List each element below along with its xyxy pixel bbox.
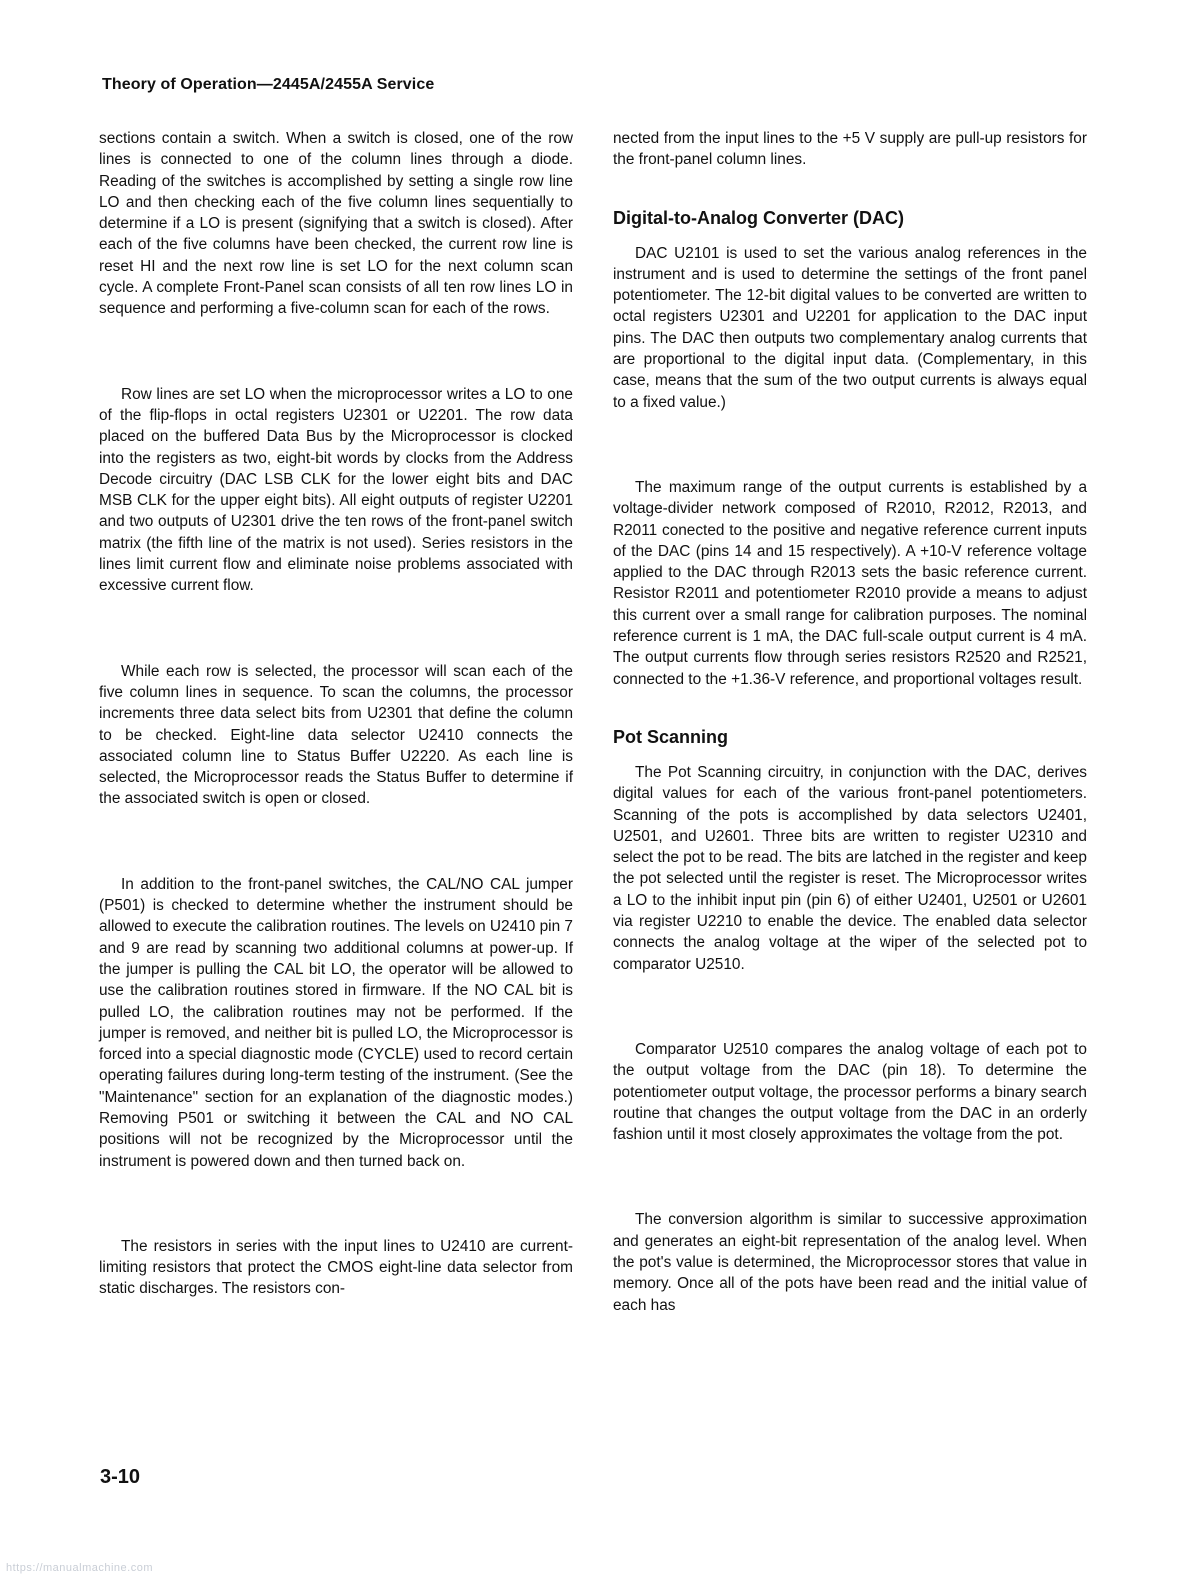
dac-section-heading: Digital-to-Analog Converter (DAC) <box>613 207 904 228</box>
pot-scanning-heading: Pot Scanning <box>613 726 729 747</box>
paragraph-conversion-algorithm: The conversion algorithm is similar to successive approximation and generates an eight-bit representation of the analog level. When the pot's value is determined, the Microprocessor stores that value in memory. Once all of the pots have been read and the initial value of each has <box>613 1211 1087 1314</box>
paragraph-comparator: Comparator U2510 compares the analog voltage of each pot to the output voltage from the DAC (pin 18). To determine the potentiometer output voltage, the processor performs a binary search routine that changes the output voltage from the DAC in an orderly fashion until it most closely approximates the voltage from the pot. <box>613 1040 1087 1144</box>
paragraph-column-scan: While each row is selected, the processor will scan each of the five column lines in sequence. To scan the columns, the processor increments three data select bits from U2301 that define the column to be checked. Eight-line data selector U2410 connects the associated column line to Status Buffer U2220. As each line is selected, the Microprocessor reads the Status Buffer to determine if the associated switch is open or closed. <box>99 662 573 808</box>
paragraph-row-lines: Row lines are set LO when the microprocessor writes a LO to one of the flip-flops in octal registers U2301 or U2201. The row data placed on the buffered Data Bus by the Microprocessor is clocked into the registers as two, eight-bit words by clocks from the Address Decode circuitry (DAC LSB CLK for the lower eight bits and DAC MSB CLK for the upper eight bits). All eight outputs of register U2201 and two outputs of U2301 drive the ten rows of the front-panel switch matrix (the fifth line of the matrix is not used). Series resistors in the lines limit current flow and eliminate noise problems associated with excessive current flow. <box>99 385 573 595</box>
paragraph-pull-up-resistors: nected from the input lines to the +5 V supply are pull-up resistors for the front-panel column lines. <box>613 130 1087 169</box>
left-column <box>99 128 573 1300</box>
footer-watermark-url: https://manualmachine.com <box>6 1562 154 1574</box>
running-header: Theory of Operation—2445A/2455A Service <box>102 76 435 93</box>
paragraph-cal-jumper: In addition to the front-panel switches, the CAL/NO CAL jumper (P501) is checked to determine whether the instrument should be allowed to execute the calibration routines. The levels on U2410 pin 7 and 9 are read by scanning two additional columns at power-up. If the jumper is pulling the CAL bit LO, the operator will be allowed to use the calibration routines stored in firmware. If the NO CAL bit is pulled LO, the calibration routines may not be performed. If the jumper is removed, and neither bit is pulled LO, the Microprocessor is forced into a special diagnostic mode (CYCLE) used to record certain operating failures during long-term testing of the instrument. (See the "Maintenance" section for an explanation of the diagnostic modes.) Removing P501 or switching it between the CAL and NO CAL positions will not be recognized by the Microprocessor until the instrument is powered down and then turned back on. <box>99 875 573 1170</box>
paragraph-dac-range: The maximum range of the output currents is established by a voltage-divider network composed of R2010, R2012, R2013, and R2011 conected to the positive and negative reference current inputs of the DAC (pins 14 and 15 respectively). A +10-V reference voltage applied to the DAC through R2013 sets the basic reference current. Resistor R2011 and potentiometer R2010 provide a means to adjust this current over a small range for calibration purposes. The nominal reference current is 1 mA, the DAC full-scale output current is 4 mA. The output currents flow through series resistors R2520 and R2521, connected to the +1.36-V reference, and proportional voltages result. <box>613 478 1087 688</box>
paragraph-pot-scanning: The Pot Scanning circuitry, in conjunction with the DAC, derives digital values for each of the various front-panel potentiometers. Scanning of the pots is accomplished by data selectors U2401, U2501, and U2601. Three bits are written to register U2310 and select the pot to be read. The bits are latched in the register and keep the pot selected until the register is reset. The Microprocessor writes a LO to the inhibit input pin (pin 6) of either U2401, U2501 or U2601 via register U2210 to enable the device. The enabled data selector connects the analog voltage at the wiper of the selected pot to comparator U2510. <box>613 763 1087 973</box>
paragraph-input-resistors: The resistors in series with the input lines to U2410 are current-limiting resistors that protect the CMOS eight-line data selector from static discharges. The resistors con- <box>99 1237 573 1298</box>
paragraph-switch-sections: sections contain a switch. When a switch is closed, one of the row lines is connected to one of the column lines through a diode. Reading of the switches is accomplished by setting a single row line LO and then checking each of the five column lines sequentially to determine if a LO is present (signifying that a switch is closed). After each of the five columns have been checked, the current row line is reset HI and the next row line is set LO for the next column scan cycle. A complete Front-Panel scan consists of all ten row lines LO in sequence and performing a five-column scan for each of the rows. <box>99 130 573 318</box>
page-number: 3-10 <box>100 1466 141 1488</box>
right-column <box>613 128 1087 1316</box>
paragraph-dac-overview: DAC U2101 is used to set the various analog references in the instrument and is used to determine the settings of the front panel potentiometer. The 12-bit digital values to be converted are written to octal registers U2301 and U2201 for application to the DAC input pins. The DAC then outputs two complementary analog currents that are proportional to the digital input data. (Complementary, in this case, means that the sum of the two output currents is always equal to a fixed value.) <box>613 244 1087 411</box>
